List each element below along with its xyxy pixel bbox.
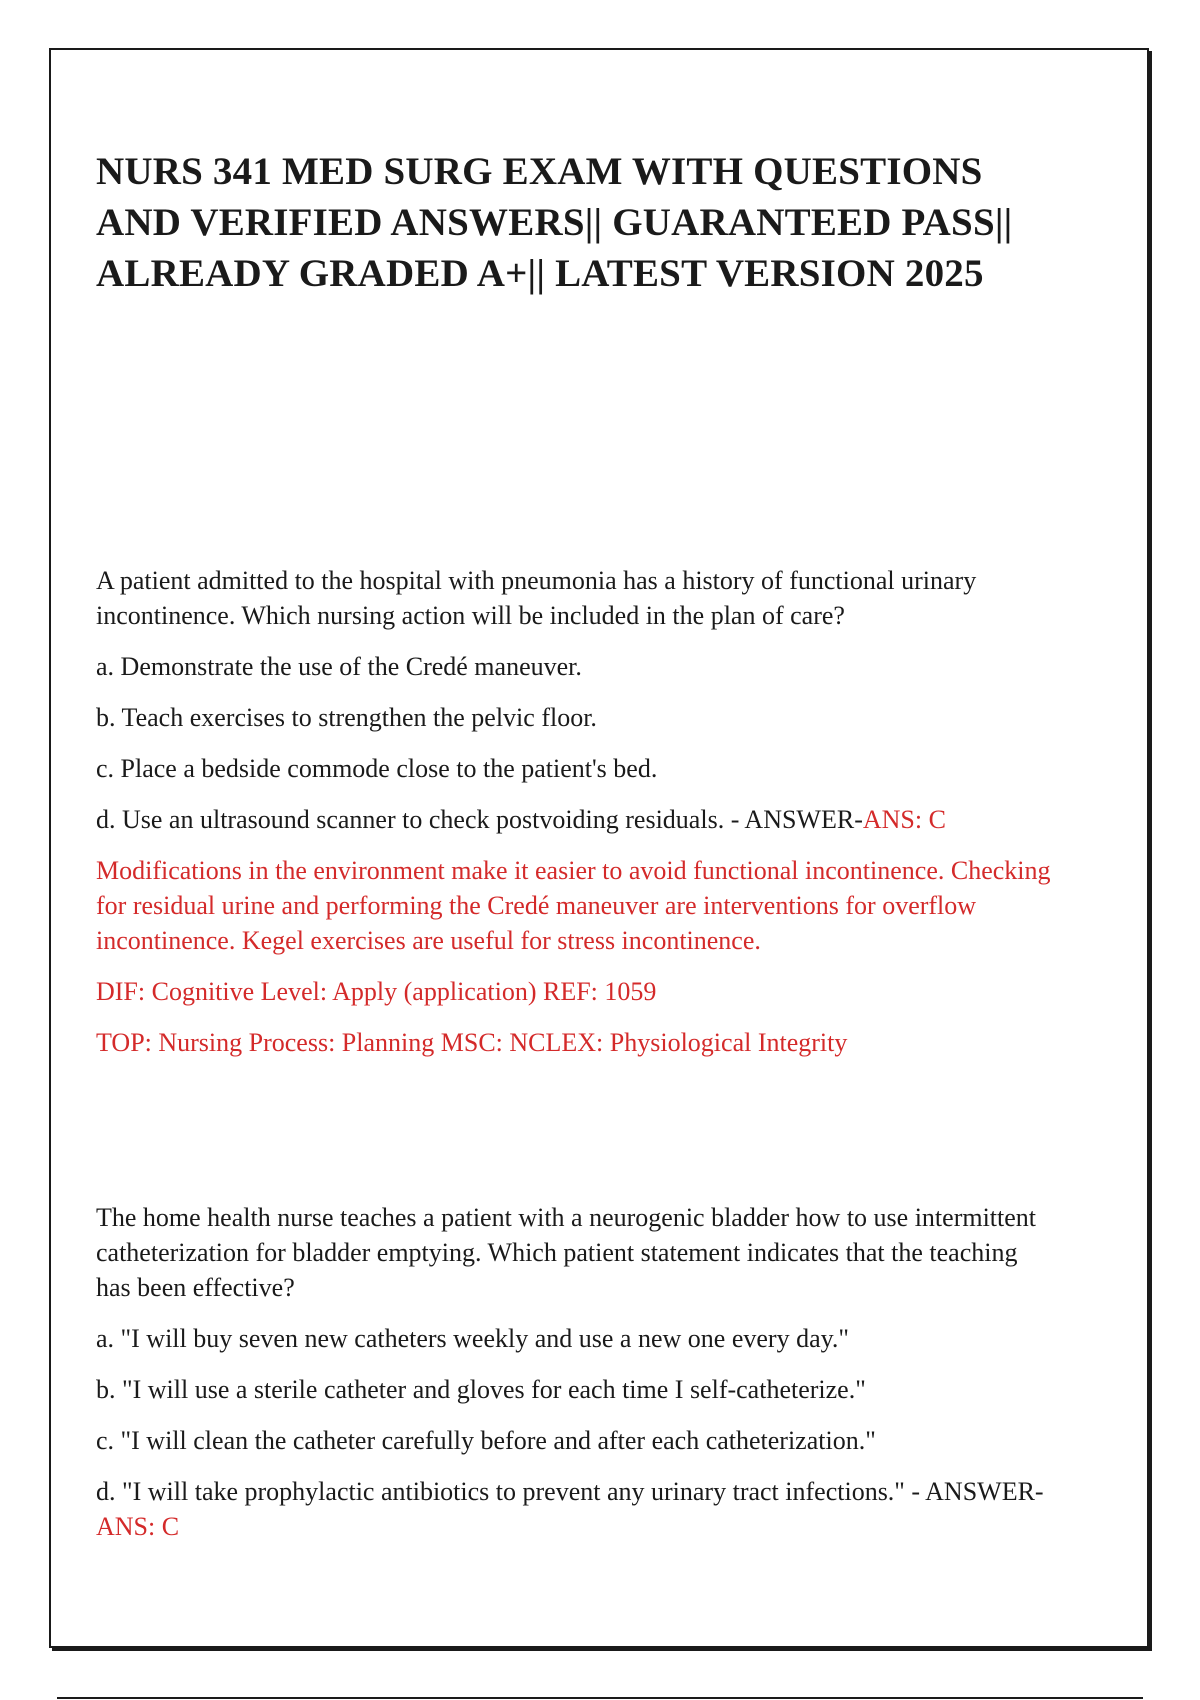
question-stem: The home health nurse teaches a patient with a neurogenic bladder how to use intermittent catheterization for bladder emptying. Which patient statement indicates that the teaching has been effective? [96,1203,1037,1302]
topic-category: TOP: Nursing Process: Planning MSC: NCLEX: Physiological Integrity [96,1028,848,1057]
question-1 [96,563,1056,1076]
document-title: NURS 341 MED SURG EXAM WITH QUESTIONS AND VERIFIED ANSWERS|| GUARANTEED PASS|| ALREADY GRADED A+|| LATEST VERSION 2025 [96,150,1013,295]
difficulty-reference: DIF: Cognitive Level: Apply (application) REF: 1059 [96,977,657,1006]
option-a: a. "I will buy seven new catheters weekly and use a new one every day." [96,1324,850,1353]
page-bottom-rule [57,1697,1143,1699]
option-d-with-answer [96,802,1056,837]
document-header [96,96,1056,299]
option-d: d. Use an ultrasound scanner to check postvoiding residuals. - ANSWER- [96,805,863,834]
answer-key: ANS: C [862,805,946,834]
question-2 [96,1200,1056,1560]
option-c: c. Place a bedside commode close to the patient's bed. [96,754,658,783]
option-c: c. "I will clean the catheter carefully before and after each catheterization." [96,1426,876,1455]
question-stem: A patient admitted to the hospital with pneumonia has a history of functional urinary incontinence. Which nursing action will be included in the plan of care? [96,566,977,630]
option-d: d. "I will take prophylactic antibiotics to prevent any urinary tract infections." - ANSWER- [96,1477,1044,1506]
option-b: b. "I will use a sterile catheter and gloves for each time I self-catheterize." [96,1375,866,1404]
rationale: Modifications in the environment make it easier to avoid functional incontinence. Checking for residual urine and performing the Credé maneuver are interventions for overflow incontinence. Kegel exercises are useful for stress incontinence. [96,856,1051,955]
option-d-with-answer [96,1474,1056,1544]
option-a: a. Demonstrate the use of the Credé maneuver. [96,652,582,681]
option-b: b. Teach exercises to strengthen the pelvic floor. [96,703,597,732]
answer-key: ANS: C [96,1512,180,1541]
